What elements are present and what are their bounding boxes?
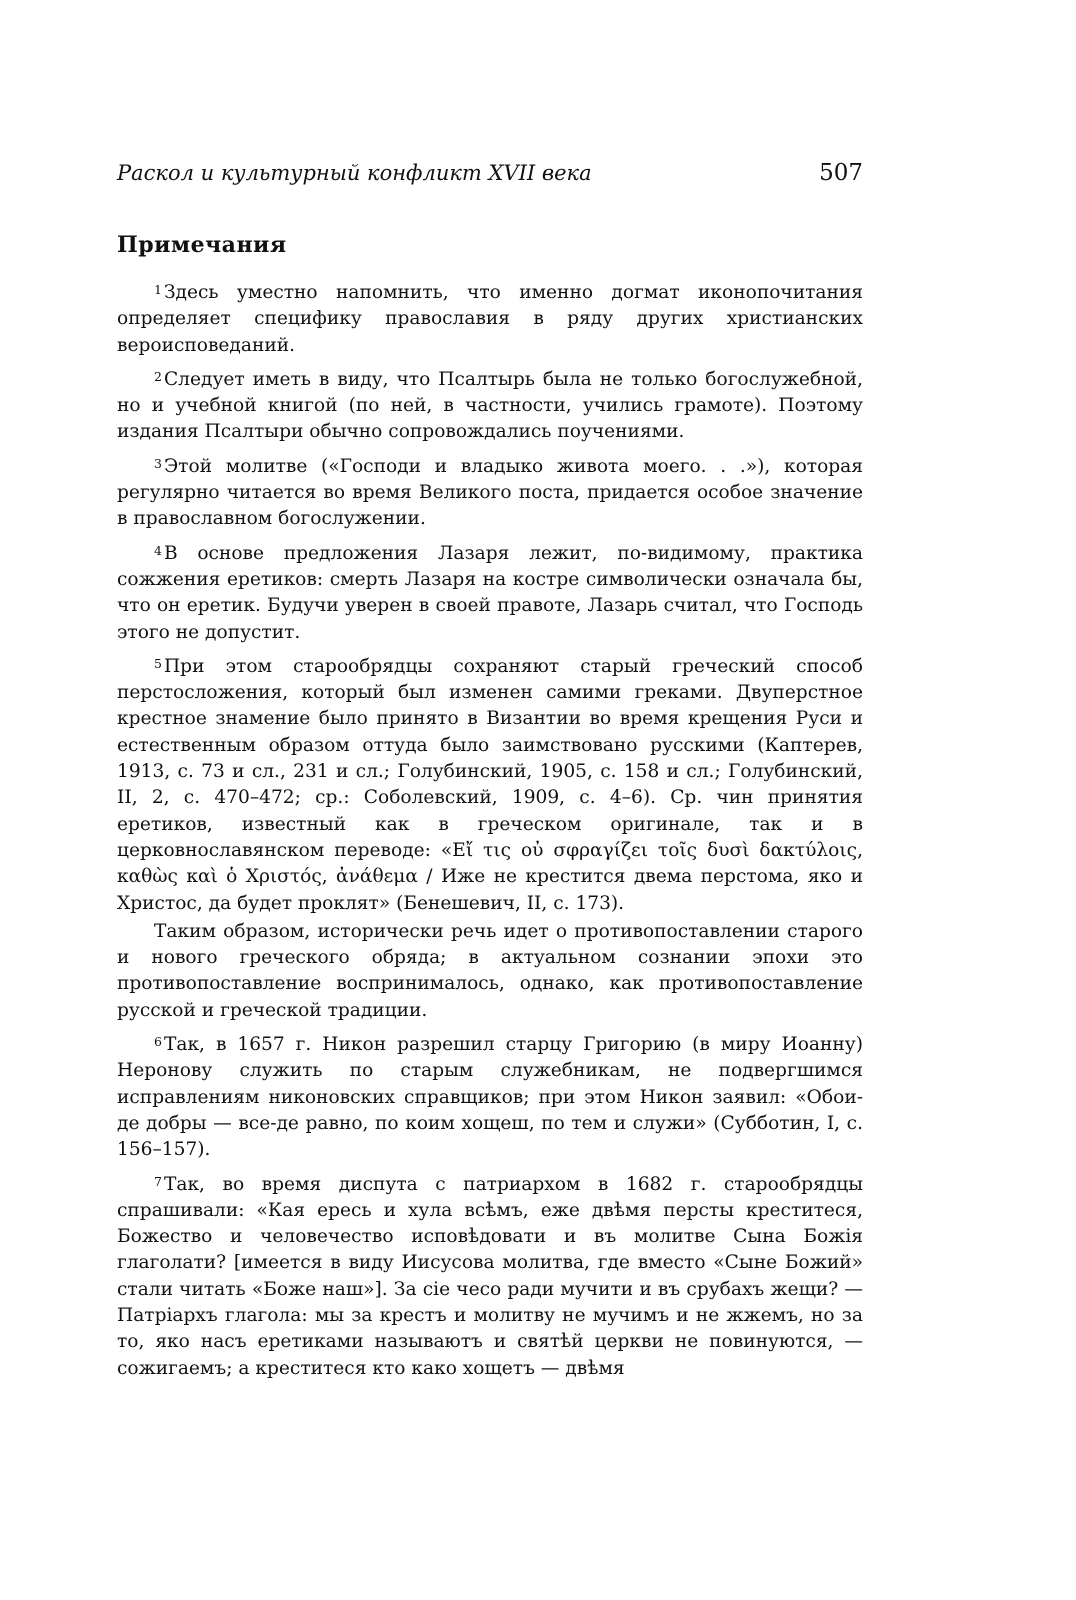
running-title: Раскол и культурный конфликт XVII века <box>117 161 592 185</box>
book-page <box>117 160 863 1390</box>
note-text: В основе предложения Лазаря лежит, по-видимому, практика сожжения еретиков: смерть Лазаря на костре символически означала бы, что он еретик. Будучи уверен в своей правоте, Лазарь считал, что Господь этого не допустит. <box>117 542 863 643</box>
note-number: 7 <box>154 1173 162 1189</box>
note-6 <box>117 1032 863 1163</box>
running-header <box>117 160 863 200</box>
note-2 <box>117 367 863 446</box>
note-3 <box>117 454 863 533</box>
page-number: 507 <box>819 160 863 186</box>
note-5 <box>117 654 863 917</box>
note-5-continuation <box>117 919 863 1024</box>
note-number: 3 <box>154 455 162 471</box>
note-4 <box>117 541 863 646</box>
note-text: Так, в 1657 г. Никон разрешил старцу Григорию (в миру Иоанну) Неронову служить по старым служебникам, не подвергшимся исправлениям никоновских справщиков; при этом Никон заявил: «Обои-де добры — все-де равно, по коим хощеш, по тем и служи» (Субботин, I, с. 156–157). <box>117 1034 863 1161</box>
note-text: Здесь уместно напомнить, что именно догмат иконопочитания определяет специфику православия в ряду других христианских вероисповеданий. <box>117 282 863 356</box>
note-number: 1 <box>154 282 162 297</box>
note-number: 5 <box>154 655 162 671</box>
note-number: 6 <box>154 1034 162 1050</box>
note-text: Этой молитве («Господи и владыко живота моего. . .»), которая регулярно читается во время Великого поста, придается особое значение в православном богослужении. <box>117 455 863 530</box>
note-number: 4 <box>154 542 162 558</box>
notes-list <box>117 280 863 1382</box>
note-1 <box>117 280 863 359</box>
note-number: 2 <box>154 368 162 384</box>
note-7 <box>117 1172 863 1382</box>
note-text: При этом старообрядцы сохраняют старый греческий способ перстосложения, который был изменен самими греками. Двуперстное крестное знамение было принято в Византии во время крещения Руси и естественным образом оттуда было заимствовано русскими (Каптерев, 1913, с. 73 и сл., 231 и сл.; Голубинский, 1905, с. 158 и сл.; Голубинский, II, 2, с. 470–472; ср.: Соболевский, 1909, с. 4–6). Ср. чин принятия еретиков, известный как в греческом оригинале, так и в церковнославянском переводе: «Εἴ τις οὐ σφραγίζει τοῖς δυσὶ δακτύλοις, καθὼς καὶ ὁ Χριστός, ἀνάθεμα / Иже не крестится двема перстома, яко и Христос, да будет проклят» (Бенешевич, II, с. 173). <box>117 655 863 914</box>
note-text: Таким образом, исторически речь идет о противопоставлении старого и нового греческого обряда; в актуальном сознании эпохи это противопоставление воспринималось, однако, как противопоставление русской и греческой традиции. <box>117 920 863 1021</box>
note-text: Следует иметь в виду, что Псалтырь была не только богослужебной, но и учебной книгой (по ней, в частности, учились грамоте). Поэтому издания Псалтыри обычно сопровождались поучениями. <box>117 368 863 443</box>
section-title: Примечания <box>117 232 287 258</box>
note-text: Так, во время диспута с патриархом в 1682 г. старообрядцы спрашивали: «Кая ересь и хула всѣмъ, еже двѣмя персты креститеся, Божество и человечество исповѣдовати и въ молитве Сына Божія глаголати? [имеется в виду Иисусова молитва, где вместо «Сыне Божий» стали читать «Боже наш»]. За сіе чесо ради мучити и въ срубахъ жещи? — Патріархъ глагола: мы за крестъ и молитву не мучимъ и не жжемъ, но за то, яко насъ еретиками называютъ и святѣй церкви не повинуются, — сожигаемъ; а креститеся кто како хощетъ — двѣмя <box>117 1173 863 1379</box>
